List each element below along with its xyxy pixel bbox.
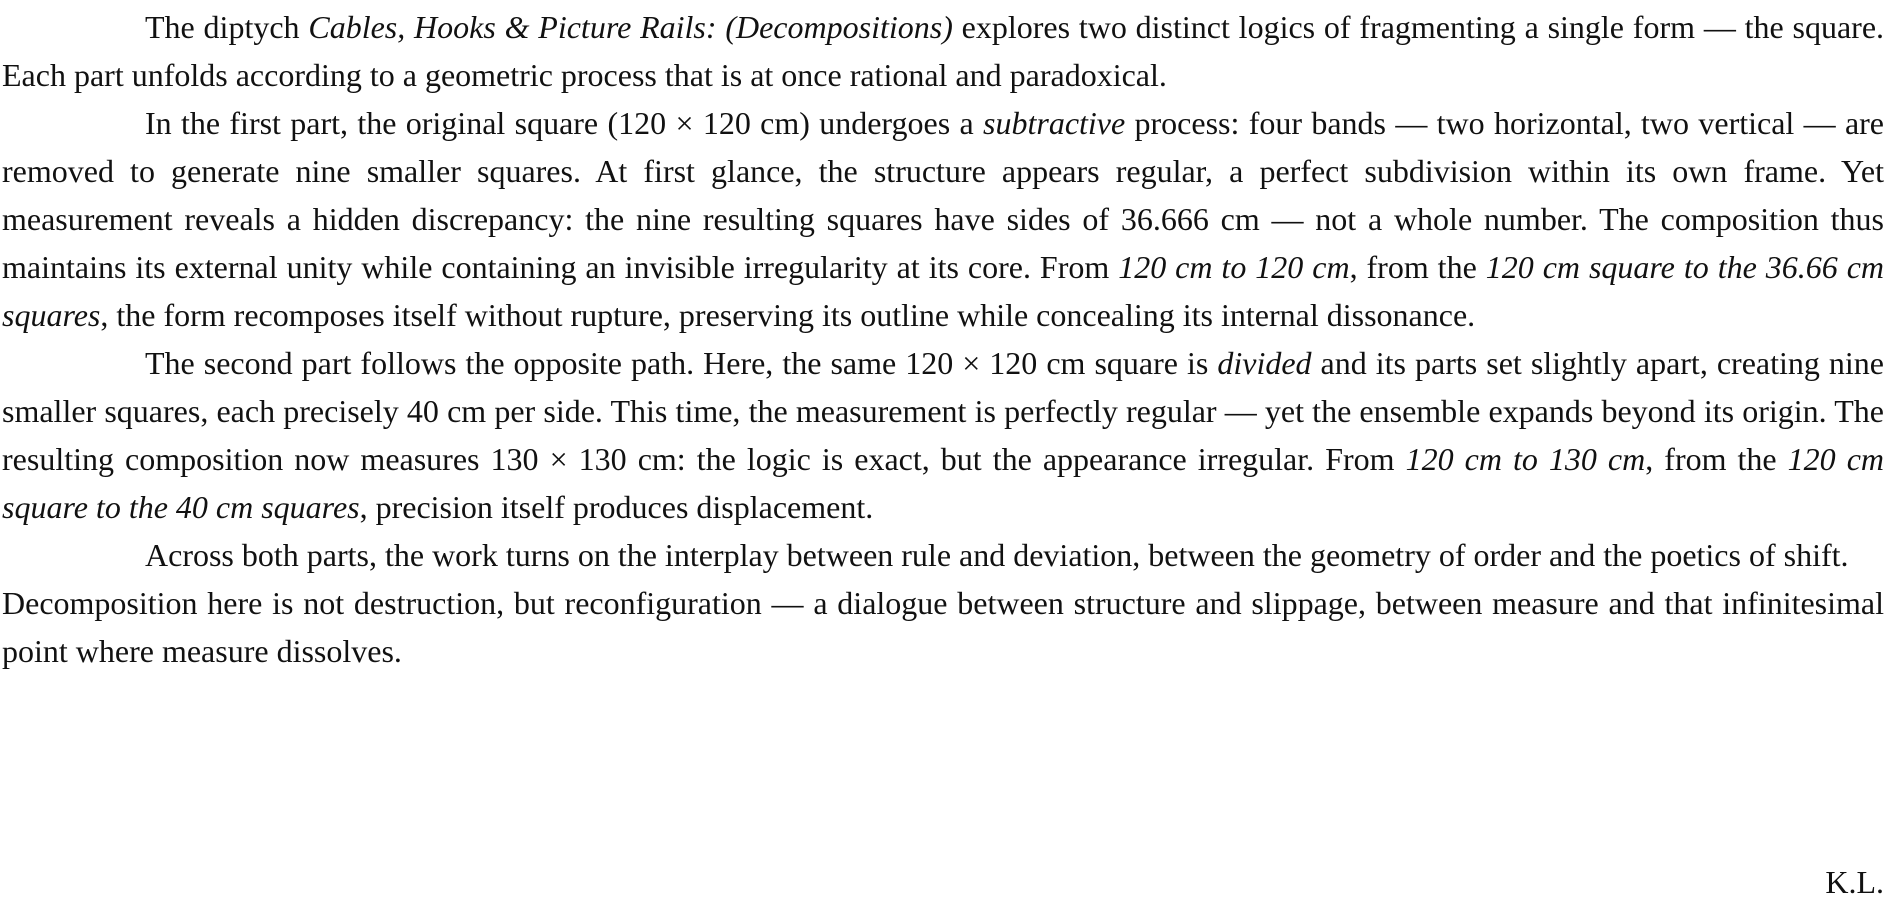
- paragraph-second-part: [2, 339, 1884, 531]
- text-segment: , the form recomposes itself without rupture, preserving its outline while concealing its internal dissonance.: [100, 297, 1476, 333]
- italic-term: subtractive: [983, 105, 1126, 141]
- paragraph-both-parts: [2, 531, 1884, 579]
- text-segment: , from the: [1645, 441, 1788, 477]
- text-segment: explores two distinct logics of fragmenting a single form — the square. Each part unfolds according to a geometric process that is at once rational and paradoxical.: [2, 9, 1885, 93]
- text-segment: Decomposition here is not destruction, but reconfiguration — a dialogue between structure and slippage, between measure and that infinitesimal point where measure dissolves.: [2, 585, 1884, 669]
- paragraph-intro: [2, 3, 1884, 99]
- text-segment: process: four bands — two horizontal, two vertical — are removed to generate nine smaller squares. At first glance, the structure appears regular, a perfect subdivision within its own frame. Yet measurement reveals a hidden discrepancy: the nine resulting squares have sides of 36.666 cm — not a whole number. The composition thus maintains its external unity while containing an invisible irregularity at its core. From: [2, 105, 1885, 285]
- italic-phrase: 120 cm to 130 cm: [1405, 441, 1646, 477]
- text-segment: In the first part, the original square (120 × 120 cm) undergoes a: [145, 105, 984, 141]
- text-segment: Across both parts, the work turns on the interplay between rule and deviation, between the geometry of order and the poetics of shift.: [145, 537, 1849, 573]
- text-segment: The second part follows the opposite path. Here, the same 120 × 120 cm square is: [145, 345, 1218, 381]
- text-segment: , precision itself produces displacement.: [359, 489, 874, 525]
- italic-term: divided: [1217, 345, 1312, 381]
- text-segment: , from the: [1349, 249, 1486, 285]
- italic-phrase: 120 cm square to the 36.66 cm squares: [2, 249, 1885, 333]
- italic-phrase: 120 cm square to the 40 cm squares: [2, 441, 1885, 525]
- text-segment: The diptych: [145, 9, 309, 45]
- document-body: [2, 3, 1884, 675]
- italic-phrase: 120 cm to 120 cm: [1118, 249, 1350, 285]
- artwork-title: Cables, Hooks & Picture Rails: (Decompositions): [308, 9, 953, 45]
- paragraph-first-part: [2, 99, 1884, 339]
- paragraph-conclusion: [2, 579, 1884, 675]
- text-segment: and its parts set slightly apart, creating nine smaller squares, each precisely 40 cm per side. This time, the measurement is perfectly regular — yet the ensemble expands beyond its origin. The resulting composition now measures 130 × 130 cm: the logic is exact, but the appearance irregular. From: [2, 345, 1884, 477]
- author-signature: K.L.: [1825, 864, 1884, 900]
